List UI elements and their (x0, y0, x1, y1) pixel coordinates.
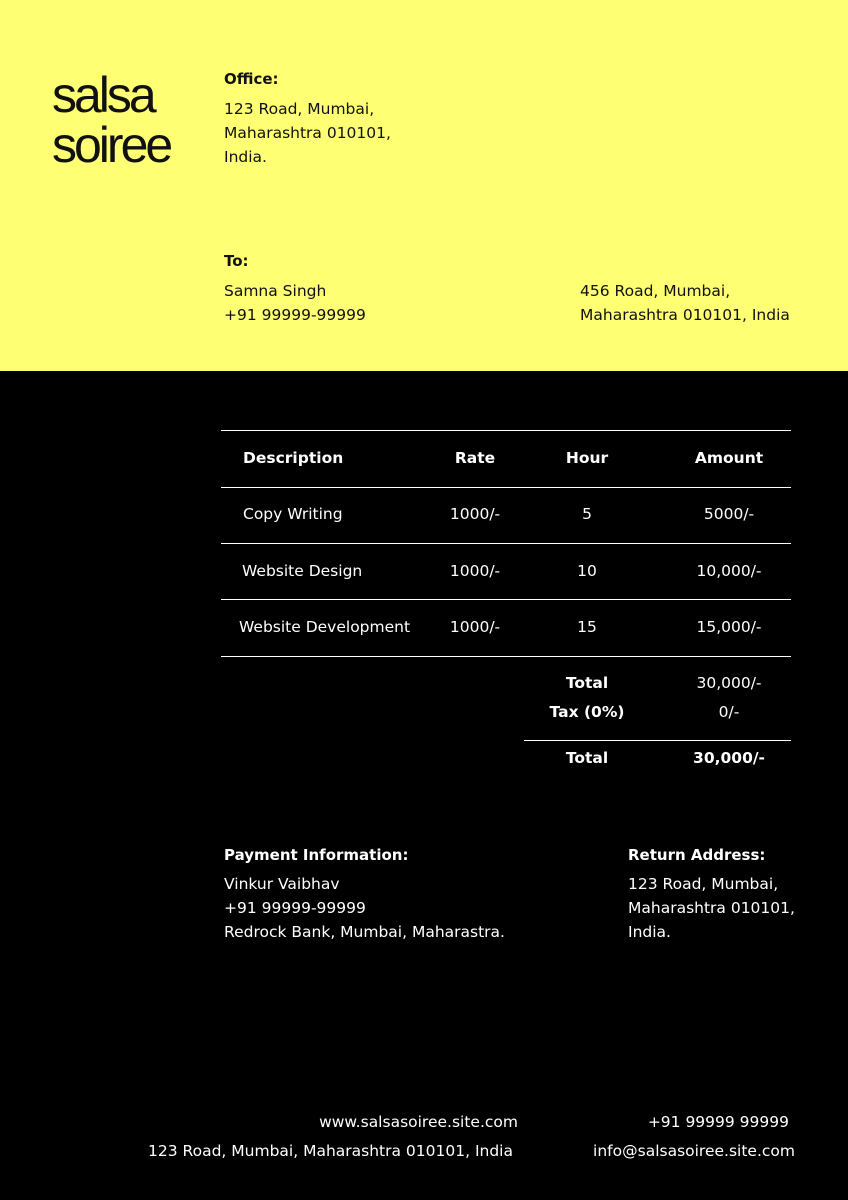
footer-email[interactable]: info@salsasoiree.site.com (593, 1142, 795, 1160)
recipient-phone: +91 99999-99999 (224, 306, 366, 324)
row-rate: 1000/- (449, 505, 501, 523)
return-address-line: 123 Road, Mumbai, (628, 875, 779, 893)
row-amount: 15,000/- (696, 618, 762, 636)
row-hour: 10 (577, 562, 597, 580)
office-block (224, 70, 391, 169)
payment-label: Payment Information: (224, 846, 409, 864)
brand-logo-line1: salsa (52, 67, 154, 123)
footer-address: 123 Road, Mumbai, Maharashtra 010101, India (148, 1142, 513, 1160)
header-amount: Amount (694, 449, 764, 467)
recipient-label: To: (224, 252, 249, 270)
return-address-block (628, 846, 795, 944)
recipient-name: Samna Singh (224, 282, 327, 300)
table-top-rule (221, 430, 791, 431)
table-row-rule (221, 543, 791, 544)
return-address-label: Return Address: (628, 846, 766, 864)
tax-label: Tax (0%) (549, 703, 625, 721)
office-line: Maharashtra 010101, (224, 124, 391, 142)
office-line: 123 Road, Mumbai, (224, 100, 375, 118)
row-rate: 1000/- (449, 618, 501, 636)
brand-logo-line2: soiree (52, 117, 171, 173)
row-amount: 10,000/- (696, 562, 762, 580)
return-address-line: Maharashtra 010101, (628, 899, 795, 917)
footer-website[interactable]: www.salsasoiree.site.com (319, 1113, 518, 1131)
recipient-address (580, 279, 790, 327)
subtotal-label: Total (565, 674, 609, 692)
recipient-address-line: Maharashtra 010101, India (580, 306, 790, 324)
total-label: Total (565, 749, 609, 767)
header-description: Description (243, 449, 344, 467)
payment-line: +91 99999-99999 (224, 899, 366, 917)
payment-block (224, 846, 505, 944)
table-row-rule (221, 599, 791, 600)
row-amount: 5000/- (703, 505, 755, 523)
total-rule (524, 740, 791, 741)
payment-line: Vinkur Vaibhav (224, 875, 340, 893)
table-bottom-rule (221, 656, 791, 657)
row-hour: 15 (577, 618, 597, 636)
row-description: Website Design (242, 562, 363, 580)
tax-value: 0/- (718, 703, 740, 721)
header-hour: Hour (565, 449, 609, 467)
row-hour: 5 (582, 505, 592, 523)
brand-logo (52, 67, 171, 173)
total-value: 30,000/- (693, 749, 765, 767)
row-description: Copy Writing (243, 505, 343, 523)
subtotal-value: 30,000/- (696, 674, 762, 692)
recipient-block (224, 252, 366, 327)
header-rate: Rate (454, 449, 496, 467)
row-description: Website Development (239, 618, 411, 636)
office-label: Office: (224, 70, 279, 88)
return-address-line: India. (628, 923, 671, 941)
payment-line: Redrock Bank, Mumbai, Maharastra. (224, 923, 505, 941)
header-panel (0, 0, 848, 371)
footer-phone[interactable]: +91 99999 99999 (647, 1113, 789, 1131)
row-rate: 1000/- (449, 562, 501, 580)
table-row-rule (221, 487, 791, 488)
recipient-address-line: 456 Road, Mumbai, (580, 282, 731, 300)
office-line: India. (224, 148, 267, 166)
